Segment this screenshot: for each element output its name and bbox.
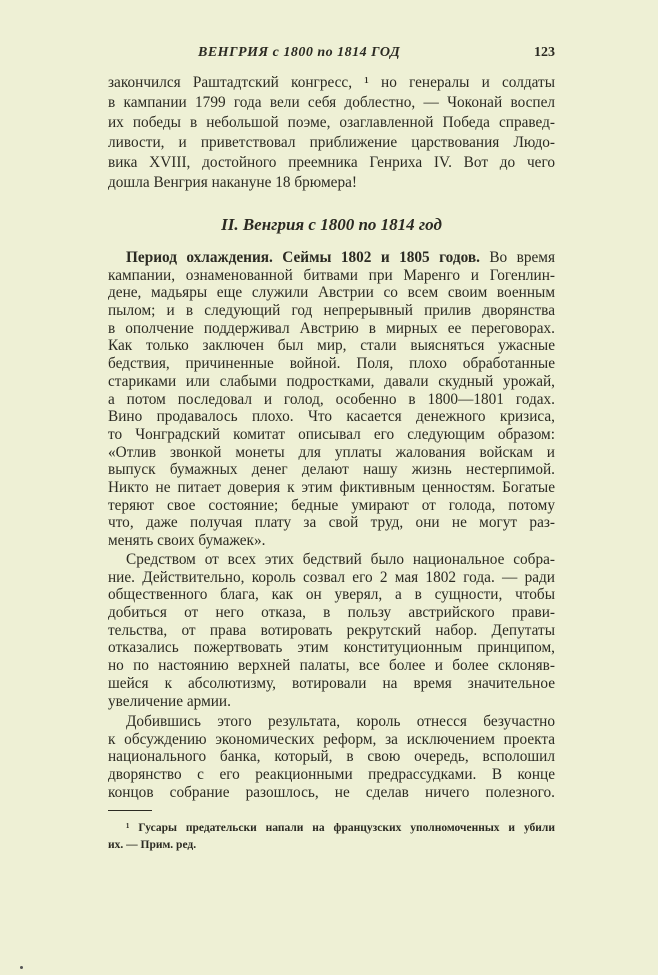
text-line: закончился Раштадтский конгресс, ¹ но генералы и солдаты	[108, 74, 555, 91]
footnote-line: ¹ Гусары предательски напали на французских уполномоченных и убили	[126, 822, 555, 834]
scan-speck	[20, 966, 23, 969]
text-line: ливости, и приветствовал приближение царствования Людо-	[108, 134, 555, 151]
text-line: то Чонградский комитат описывал его следующим образом:	[108, 425, 555, 443]
text-line: стариками или слабыми подростками, давали скудный урожай,	[108, 372, 555, 390]
paragraph-4	[108, 713, 555, 801]
text-line: Никто не питает доверия к этим фиктивным ценностям. Богатые	[108, 478, 555, 496]
text-line: Вино продавалось плохо. Что касается денежного кризиса,	[108, 408, 555, 426]
text-line: Как только заключен был мир, стали выясняться ужасные	[108, 337, 555, 355]
text-line: выпуск бумажных денег делают нашу жизнь нестерпимой.	[108, 461, 555, 479]
text-line: в ополчение поддерживал Австрию в мирных ее переговорах.	[108, 319, 555, 337]
text-line: кампании, ознаменованной битвами при Маренго и Гогенлин-	[108, 266, 555, 284]
text-line: бедствия, причиненные войной. Поля, плохо обработанные	[108, 355, 555, 373]
text-line: дене, мадьяры еще служили Австрии со всем своим военным	[108, 284, 555, 302]
page-number: 123	[534, 45, 555, 60]
text-line	[108, 249, 555, 267]
text-line: тельства, от права вотировать рекрутский набор. Депутаты	[108, 621, 555, 639]
text-line: национального банка, который, в свою очередь, всполошил	[108, 748, 555, 766]
footnote	[108, 820, 555, 854]
footnote-line: их. — Прим. ред.	[108, 839, 197, 851]
text-line: в кампании 1799 года вели себя доблестно, — Чоконай воспел	[108, 94, 555, 111]
text-line: добиться от него отказа, в пользу австрийского прави-	[108, 604, 555, 622]
text-line: к обсуждению экономических реформ, за исключением проекта	[108, 730, 555, 748]
text-line: ние. Действительно, король созвал его 2 мая 1802 года. — ради	[108, 568, 555, 586]
text-line: концов собрание разошлось, не сделав ничего полезного.	[108, 783, 555, 801]
text-line: вика XVIII, достойного преемника Генриха IV. Вот до чего	[108, 154, 555, 171]
text-line: дворянство с его реакционными предрассудками. В конце	[108, 766, 555, 784]
text-line: общественного блага, как он уверял, а в сущности, чтобы	[108, 586, 555, 604]
text-fragment: Во время	[489, 249, 555, 266]
text-line: пылом; и в следующий год непрерывный прилив дворянства	[108, 302, 555, 320]
section-heading: II. Венгрия с 1800 по 1814 год	[221, 215, 442, 234]
text-line: дошла Венгрия накануне 18 брюмера!	[108, 174, 357, 191]
text-line: шейся к абсолютизму, вотировали на время значительное	[108, 674, 555, 692]
footnote-divider	[108, 810, 152, 811]
text-line: теряют свое состояние; бедные умирают от голода, потому	[108, 496, 555, 514]
text-line: Средством от всех этих бедствий было национальное собра-	[126, 551, 555, 568]
text-line: «Отлив звонкой монеты для уплаты жалования войскам и	[108, 443, 555, 461]
text-line: их победы в небольшой поэме, озаглавленной Победа справед-	[108, 114, 555, 131]
text-line: а потом последовал и голод, особенно в 1800—1801 годах.	[108, 390, 555, 408]
text-line: увеличение армии.	[108, 692, 231, 710]
text-line: но по настоянию верхней палаты, все более и более склоняв-	[108, 657, 555, 675]
text-line: что, даже получая плату за свой труд, они не могут раз-	[108, 514, 555, 532]
paragraph-2	[108, 249, 555, 550]
paragraph-lead: Период охлаждения. Сеймы 1802 и 1805 годов.	[126, 249, 480, 266]
running-title: ВЕНГРИЯ с 1800 по 1814 ГОД	[198, 45, 401, 60]
paragraph-3	[108, 551, 555, 710]
text-line: отказались пожертвовать этим конституционным принципом,	[108, 639, 555, 657]
text-line: Добившись этого результата, король отнесся безучастно	[126, 713, 555, 730]
paragraph-1	[108, 73, 555, 193]
running-header	[108, 45, 555, 65]
text-line: менять своих бумажек».	[108, 532, 266, 549]
